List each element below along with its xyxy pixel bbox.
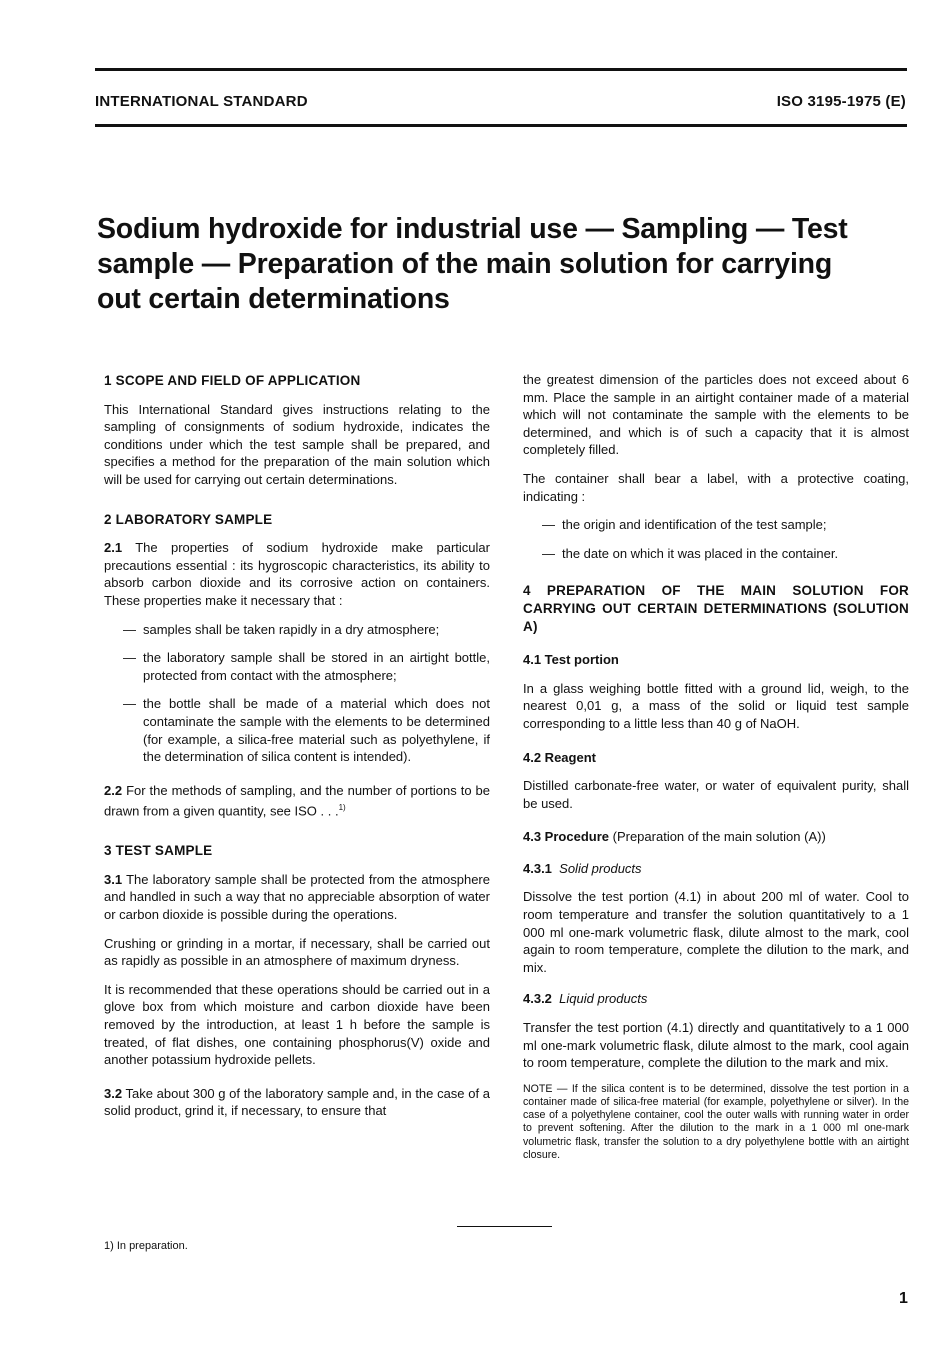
clause-3-1-text: The laboratory sample shall be protected from the atmosphere and handled in such a way that no appreciable absorption of water or carbon dioxide is possible during the operations. [104, 871, 490, 922]
section-3-heading: 3 TEST SAMPLE [104, 843, 213, 859]
clause-4-3-heading [523, 828, 909, 846]
list-item [523, 545, 909, 563]
section-3-paragraph-3: It is recommended that these operations should be carried out in a glove box from which moisture and carbon dioxide have been removed by the introduction, at least 1 h before the sample is treated, of flat dishes, one containing phosphorus(V) oxide and another potassium hydroxide pellets. [104, 981, 490, 1068]
dash-bullet: — [123, 696, 136, 712]
section-2-heading: 2 LABORATORY SAMPLE [104, 511, 273, 527]
list-item [104, 621, 490, 639]
left-column [104, 372, 490, 1131]
clause-2-1-number: 2.1 [104, 540, 123, 556]
clause-4-3-label: 4.3 Procedure [523, 829, 609, 845]
clause-4-3-2-title: Liquid products [559, 991, 648, 1007]
header-top-rule [95, 68, 907, 71]
clause-4-1-heading: 4.1 Test portion [523, 652, 619, 668]
title-line-1: Sodium hydroxide for industrial use — Sampling — Test [97, 213, 848, 245]
clause-2-2-number: 2.2 [104, 782, 123, 798]
footnote-rule [457, 1226, 552, 1227]
dash-bullet: — [542, 517, 555, 533]
list-item-text: the bottle shall be made of a material which does not contaminate the sample with the elements to be determined (for example, a silica-free material such as polyethylene, if the determination of silica content is intended). [143, 696, 490, 765]
title-line-3: out certain determinations [97, 283, 450, 315]
right-column [523, 371, 909, 1173]
footnote: 1) In preparation. [104, 1240, 188, 1252]
clause-4-3-rest: (Preparation of the main solution (A)) [612, 829, 826, 845]
clause-2-1 [104, 539, 490, 609]
page-number: 1 [899, 1290, 908, 1307]
clause-3-2 [104, 1085, 490, 1120]
clause-4-3-2-text: Transfer the test portion (4.1) directly and quantitatively to a 1 000 ml one-mark volumetric flask, dilute almost to the mark, cool again to room temperature, complete the dilution to the mark and mix. [523, 1020, 909, 1071]
title-line-2: sample — Preparation of the main solution for carrying [97, 248, 833, 280]
list-item [104, 649, 490, 684]
list-item [104, 695, 490, 765]
list-item-text: the date on which it was placed in the container. [562, 545, 839, 561]
header-bottom-rule [95, 124, 907, 127]
dash-bullet: — [123, 650, 136, 666]
list-item-text: samples shall be taken rapidly in a dry atmosphere; [143, 621, 440, 637]
clause-4-2-heading: 4.2 Reagent [523, 749, 596, 765]
header-left: INTERNATIONAL STANDARD [95, 93, 308, 110]
header-right: ISO 3195-1975 (E) [776, 93, 906, 110]
clause-4-1-text: In a glass weighing bottle fitted with a ground lid, weigh, to the nearest 0,01 g, a mass of the solid or liquid test sample corresponding to a little less than 40 g of NaOH. [523, 680, 909, 731]
clause-4-3-1-title: Solid products [559, 860, 642, 876]
footnote-reference: 1) [338, 803, 346, 813]
clause-3-1-number: 3.1 [104, 871, 123, 887]
clause-4-2-text: Distilled carbonate-free water, or water of equivalent purity, shall be used. [523, 778, 909, 811]
note: NOTE — If the silica content is to be determined, dissolve the test portion in a container made of silica-free material (for example, polyethylene or silver). In the case of a polyethylene container, cool the outer walls with running water in order to prevent softening. After the dilution to the mark in a 1 000 ml one-mark volumetric flask, transfer the solution to a dry polyethylene bottle with an airtight closure. [523, 1082, 909, 1161]
clause-4-3-2-number: 4.3.2 [523, 991, 552, 1007]
list-item-text: the laboratory sample shall be stored in an airtight bottle, protected from contact with the atmosphere; [143, 650, 490, 683]
list-item-text: the origin and identification of the test sample; [562, 517, 827, 533]
clause-4-3-2-heading [523, 990, 909, 1008]
label-paragraph: The container shall bear a label, with a protective coating, indicating : [523, 470, 909, 504]
clause-4-3-1-text: Dissolve the test portion (4.1) in about 200 ml of water. Cool to room temperature and transfer the solution quantitatively to a 1 000 ml one-mark volumetric flask, dilute almost to the mark, cool again to room temperature, complete the dilution to the mark, and mix. [523, 889, 909, 975]
clause-4-3-1-heading [523, 860, 909, 878]
clause-3-1 [104, 871, 490, 924]
dash-bullet: — [123, 621, 136, 637]
document-title [97, 212, 887, 317]
clause-2-2-text: For the methods of sampling, and the number of portions to be drawn from a given quantity, see ISO . . . [104, 782, 490, 819]
clause-3-2-continued: the greatest dimension of the particles does not exceed about 6 mm. Place the sample in an airtight container made of a material which will not contaminate the sample with the elements to be determined, and which is of such a capacity that it is almost completely filled. [523, 372, 909, 458]
section-4-heading: 4 PREPARATION OF THE MAIN SOLUTION FOR CARRYING OUT CERTAIN DETERMINATIONS (SOLUTION A) [523, 583, 909, 634]
clause-3-2-text: Take about 300 g of the laboratory sample and, in the case of a solid product, grind it, if necessary, to ensure that [104, 1085, 490, 1119]
section-1-text: This International Standard gives instructions relating to the sampling of consignments of sodium hydroxide, indicates the conditions under which the test sample shall be prepared, and specifies a method for the preparation of the main solution which will be used for carrying out certain determinations. [104, 401, 490, 487]
section-1-heading: 1 SCOPE AND FIELD OF APPLICATION [104, 373, 361, 388]
section-3-paragraph-2: Crushing or grinding in a mortar, if necessary, shall be carried out as rapidly as possible in an atmosphere of maximum dryness. [104, 935, 490, 969]
dash-bullet: — [542, 545, 555, 561]
clause-4-3-1-number: 4.3.1 [523, 860, 552, 876]
clause-2-1-text: The properties of sodium hydroxide make particular precautions essential : its hygroscopic characteristics, its ability to absorb carbon dioxide and its corrosive action on containers. These properties make it necessary that : [104, 540, 490, 608]
list-item [523, 516, 909, 534]
clause-3-2-number: 3.2 [104, 1085, 123, 1101]
clause-2-2 [104, 782, 490, 821]
